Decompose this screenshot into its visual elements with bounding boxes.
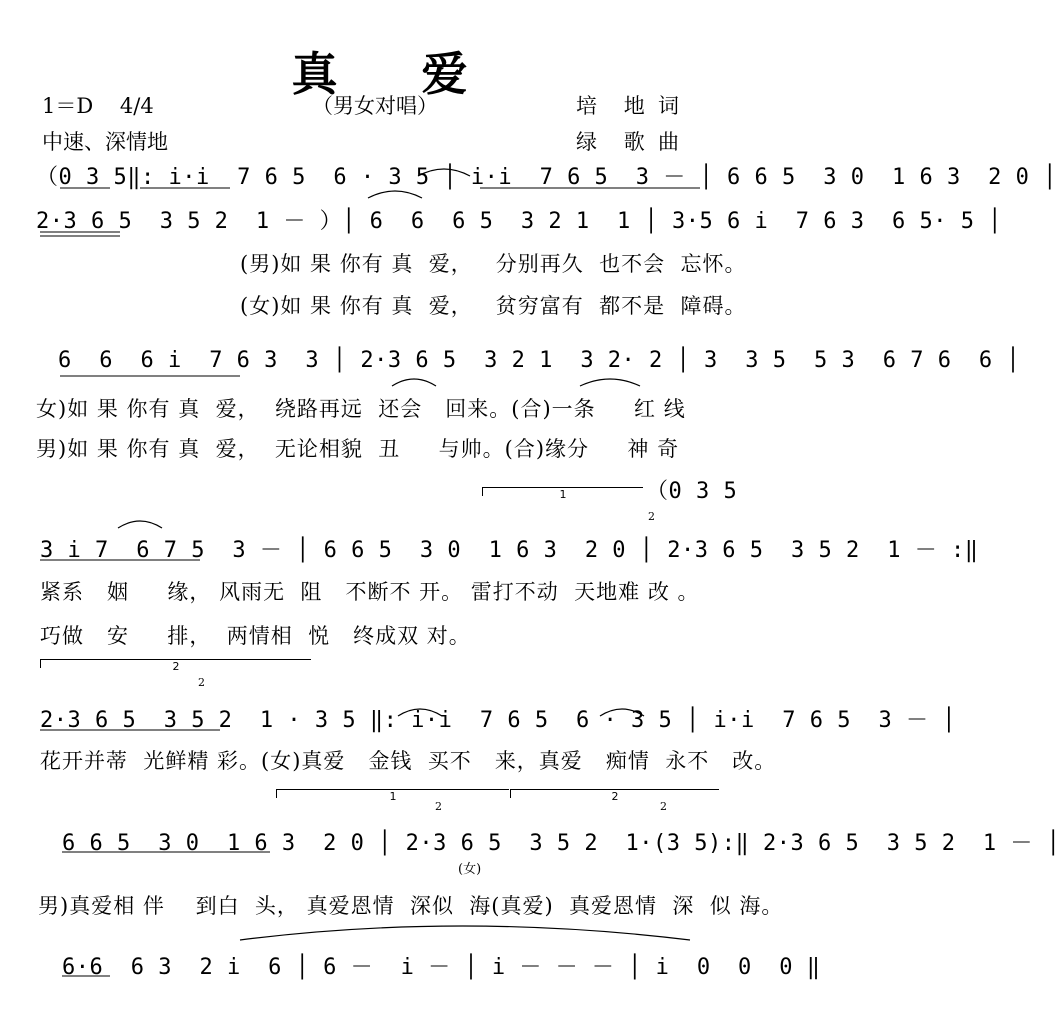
key-time-signature: 1＝D 4/4 <box>42 94 154 118</box>
lyric-line: 男)如 果 你有 真 爱， 无论相貌 丑 与帅。(合)缘分 神 奇 <box>36 437 680 461</box>
grace-note: 2 <box>198 676 205 689</box>
score-line: 3 i 7 6 7 5 3 － │ 6 6 5 3 0 1 6 3 2 0 │ 2·3 6 5 3 5 2 1 － :‖ <box>40 538 979 563</box>
pickup-notes: （0 3 5 <box>646 479 738 504</box>
grace-note: 2 <box>660 800 667 813</box>
score-line: 6 6 6 i 7 6 3 3 │ 2·3 6 5 3 2 1 3 2· 2 │ 3 3 5 5 3 6 7 6 6 │ <box>58 348 1021 373</box>
score-line: 6·6 6 3 2 i 6 │ 6 － i － │ i － － － │ i 0 0 0 ‖ <box>62 955 821 980</box>
page-title: 真 爱 <box>291 47 502 101</box>
lyric-line: 男)真爱相 伴 到白 头， 真爱恩情 深似 海(真爱) 真爱恩情 深 似 海。 <box>38 894 784 918</box>
second-ending-bracket: 2 <box>510 789 719 798</box>
grace-note: 2 <box>435 800 442 813</box>
second-ending-bracket: 2 <box>40 659 311 668</box>
slur <box>580 379 640 386</box>
slur <box>600 709 644 716</box>
slur <box>418 169 470 176</box>
lyric-line: 女)如 果 你有 真 爱， 绕路再远 还会 回来。(合)一条 红 线 <box>36 397 686 421</box>
lyric-line: (男)如 果 你有 真 爱， 分别再久 也不会 忘怀。 <box>240 252 747 276</box>
score-line: 6 6 5 3 0 1 6 3 2 0 │ 2·3 6 5 3 5 2 1·(3 5):‖ 2·3 6 5 3 5 2 1 － │ <box>62 831 1060 856</box>
lyric-line: 紧系 姻 缘， 风雨无 阻 不断不 开。 雷打不动 天地难 改 。 <box>40 580 700 604</box>
score-line: 2·3 6 5 3 5 2 1 － ）│ 6 6 6 5 3 2 1 1 │ 3·5 6 i 7 6 3 6 5· 5 │ <box>36 209 1002 234</box>
performers-note: （男女对唱） <box>312 94 438 118</box>
lyricist-credit: 培 地 词 <box>576 94 680 118</box>
grace-note: 2 <box>648 510 655 523</box>
first-ending-bracket: 1 <box>276 789 509 798</box>
composer-credit: 绿 歌 曲 <box>576 130 680 154</box>
slur <box>392 379 436 386</box>
female-voice-mark: (女) <box>458 862 482 877</box>
lyric-line: 巧做 安 排， 两情相 悦 终成双 对。 <box>40 624 471 648</box>
tempo-marking: 中速、深情地 <box>42 130 168 154</box>
tie <box>240 926 690 940</box>
slur <box>368 191 422 198</box>
lyric-line: (女)如 果 你有 真 爱， 贫穷富有 都不是 障碍。 <box>240 294 747 318</box>
lyric-line: 花开并蒂 光鲜精 彩。(女)真爱 金钱 买不 来，真爱 痴情 永不 改。 <box>40 749 777 773</box>
first-ending-bracket: 1 <box>482 487 643 496</box>
score-line: 2·3 6 5 3 5 2 1 · 3 5 ‖: i·i 7 6 5 6 · 3 5 │ i·i 7 6 5 3 － │ <box>40 708 956 733</box>
slur <box>398 709 442 716</box>
score-line: （0 3 5‖: i·i 7 6 5 6 · 3 5 │ i·i 7 6 5 3 － │ 6 6 5 3 0 1 6 3 2 0 │ <box>36 165 1057 190</box>
slur <box>118 521 162 528</box>
